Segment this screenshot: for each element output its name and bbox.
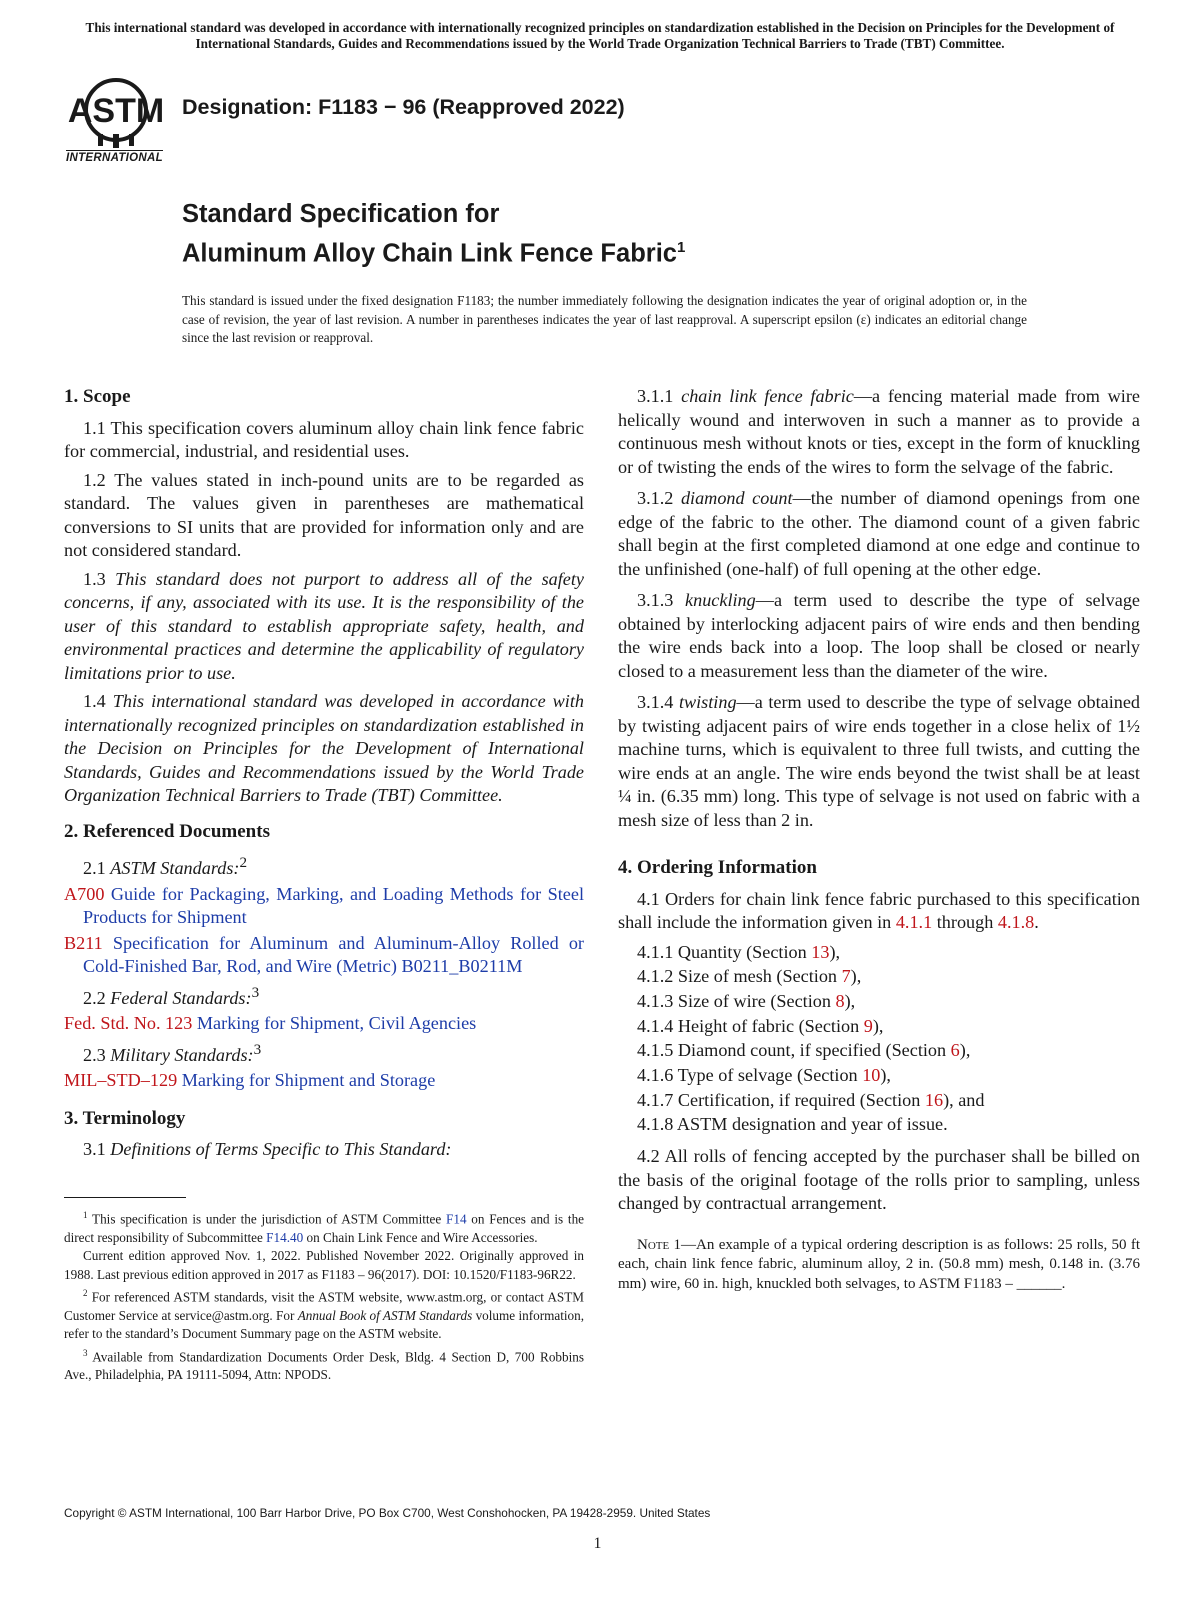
section-link[interactable]: 4.1.8: [997, 912, 1035, 932]
list-item-text: ),: [872, 1015, 884, 1036]
section-4-heading: 4. Ordering Information: [618, 857, 817, 878]
definition-number: 3.1.4: [637, 692, 674, 712]
definition-number: 3.1.2: [637, 488, 674, 508]
list-item: [637, 964, 1140, 989]
definition-term: twisting: [678, 692, 737, 712]
subsection-2-3: [64, 1038, 584, 1068]
definition-number: 3.1.1: [637, 386, 674, 406]
list-item-text: ),: [844, 990, 856, 1011]
right-column: [618, 385, 1140, 1294]
definition-term: diamond count: [680, 488, 793, 508]
paragraph-1-1: 1.1 This specification covers aluminum alloy chain link fence fabric for commercial, industrial, and residential uses.: [64, 417, 584, 461]
designation: Designation: F1183 − 96 (Reapproved 2022): [182, 95, 625, 119]
reference-title-link[interactable]: Guide for Packaging, Marking, and Loading Methods for Steel Products for Shipment: [83, 883, 584, 928]
section-link[interactable]: 8: [835, 990, 845, 1011]
subsection-2-1: [64, 851, 584, 881]
paragraph-text: through: [936, 912, 994, 932]
definition-text: —a fencing material made from wire helically wound and interwoven in such a manner as to provide a continuous mesh without knots or ties, except in the form of knuckling or of twisting the ends of the wires to form the selvage of the fabric.: [618, 386, 1140, 477]
footnote-mark: 3: [83, 1347, 88, 1358]
footnote-mark: 3: [251, 983, 260, 1001]
subsection-title: Definitions of Terms Specific to This Standard:: [110, 1139, 452, 1160]
ordering-list: [618, 940, 1140, 1138]
section-3-heading: 3. Terminology: [64, 1107, 186, 1129]
paragraph-text: This international standard was developed in accordance with internationally recognized principles on standardization established in the Decision on Principles for the Development of International Standards, Guides and Recommendations issued by the World Trade Organization Technical Barriers to Trade (TBT) Committee.: [64, 691, 585, 805]
reference-title-link[interactable]: Marking for Shipment and Storage: [181, 1070, 436, 1091]
list-item: [637, 1063, 1140, 1088]
footnote-edition: Current edition approved Nov. 1, 2022. Published November 2022. Originally approved in 1988. Last previous edition approved in 2017 as F1183 – 96(2017). DOI: 10.1520/F1183-96R22.: [64, 1248, 584, 1282]
reference-b211: [64, 932, 584, 979]
subsection-2-2: [64, 981, 584, 1011]
paragraph-text: This standard does not purport to address all of the safety concerns, if any, associated with its use. It is the responsibility of the user of this standard to establish appropriate safety, health, and environmental practices and determine the applicability of regulatory limitations prior to use.: [64, 568, 584, 683]
footnote-3: [64, 1344, 584, 1385]
footnote-mark: 1: [83, 1210, 88, 1220]
footnote-text: on Chain Link Fence and Wire Accessories.: [306, 1229, 538, 1245]
subsection-number: 2.1: [83, 858, 106, 879]
subcommittee-link[interactable]: F14.40: [266, 1229, 304, 1245]
list-item-text: 4.1.6 Type of selvage (Section: [637, 1065, 863, 1086]
note-1: [618, 1236, 1140, 1295]
reference-a700: [64, 883, 584, 930]
issue-note: This standard is issued under the fixed designation F1183; the number immediately following the designation indicates the year of original adoption or, in the case of revision, the year of last revision. A number in parentheses indicates the year of last reapproval. A superscript epsilon (ε) indicates an editorial change since the last revision or reapproval.: [182, 293, 1027, 345]
section-link[interactable]: 4.1.1: [895, 912, 933, 932]
logo-text: INTERNATIONAL: [66, 152, 163, 164]
list-item-text: 4.1.8 ASTM designation and year of issue.: [637, 1114, 948, 1135]
section-1-heading: 1. Scope: [64, 386, 131, 407]
note-label: Note 1: [637, 1236, 682, 1253]
footnote-text: Available from Standardization Documents Order Desk, Bldg. 4 Section D, 700 Robbins Ave., Philadelphia, PA 19111-5094, Attn: NPODS.: [64, 1349, 584, 1383]
list-item-text: ),: [959, 1040, 971, 1061]
reference-code-link[interactable]: A700: [64, 883, 105, 904]
paragraph-1-4: [64, 690, 584, 808]
definition-number: 3.1.3: [637, 590, 674, 610]
subsection-number: 2.2: [83, 987, 106, 1008]
section-link[interactable]: 13: [811, 941, 830, 962]
paragraph-number: 1.3: [83, 568, 106, 589]
note-text: —An example of a typical ordering description is as follows: 25 rolls, 50 ft each, chain link fence fabric, aluminum alloy, 2 in. (50.8 mm) mesh, 0.148 in. (3.76 mm) wire, 60 in. high, knuckled both selvages, to ASTM F1183 – ______.: [618, 1236, 1141, 1292]
definition-3-1-4: [618, 691, 1140, 832]
definition-text: —the number of diamond openings from one edge of the fabric to the other. The diamond count of a given fabric shall begin at the first completed diamond at one edge and continue to the unfinished (one-half) of full opening at the other edge.: [618, 488, 1140, 579]
paragraph-1-2: 1.2 The values stated in inch-pound units are to be regarded as standard. The values given in parentheses are mathematical conversions to SI units that are provided for information only and are not considered standard.: [64, 469, 584, 560]
footnote-2: [64, 1284, 584, 1344]
section-2-heading: 2. Referenced Documents: [64, 820, 270, 842]
footnote-mark: 2: [83, 1288, 88, 1299]
reference-title-link[interactable]: Marking for Shipment, Civil Agencies: [196, 1013, 477, 1034]
footnote-text: on Fences and is the direct responsibility of Subcommittee: [64, 1211, 585, 1245]
reference-code-link[interactable]: Fed. Std. No. 123: [64, 1013, 193, 1034]
paragraph-1-3: [64, 568, 584, 686]
logo-mark: ASTM: [68, 92, 165, 130]
title-footnote-mark: 1: [676, 239, 686, 256]
footnote-mark: 2: [239, 854, 248, 871]
subsection-title: ASTM Standards:: [110, 858, 240, 879]
list-item-text: 4.1.7 Certification, if required (Section: [637, 1089, 925, 1110]
list-item-text: ),: [880, 1065, 891, 1086]
list-item-text: ), and: [943, 1089, 985, 1110]
title-text: Aluminum Alloy Chain Link Fence Fabric: [182, 239, 677, 268]
list-item: [637, 1038, 1140, 1063]
definition-3-1-1: [618, 385, 1140, 479]
section-link[interactable]: 9: [863, 1015, 873, 1036]
footnote-1: [64, 1206, 584, 1247]
list-item-text: 4.1.2 Size of mesh (Section: [637, 966, 842, 987]
definition-text: —a term used to describe the type of selvage obtained by twisting adjacent pairs of wire ends together in a close helix of 1½ machine turns, which is equivalent to three full twists, and cutting the wire ends at an angle. The wire ends beyond the twist shall be at least ¼ in. (6.35 mm) long. This type of selvage is not used on fabric with a mesh size of less than 2 in.: [618, 692, 1141, 830]
list-item-text: 4.1.1 Quantity (Section: [637, 941, 812, 962]
subsection-number: 2.3: [83, 1044, 106, 1065]
title-line-2: [182, 231, 685, 271]
reference-title-link[interactable]: Specification for Aluminum and Aluminum-Alloy Rolled or Cold-Finished Bar, Rod, and Wire (Metric) B0211_B0211M: [83, 932, 584, 977]
subsection-3-1: [64, 1138, 584, 1162]
definition-term: knuckling: [685, 590, 756, 610]
list-item: [637, 940, 1140, 965]
definition-3-1-2: [618, 487, 1140, 581]
footnote-text: This specification is under the jurisdiction of ASTM Committee: [92, 1211, 442, 1227]
reference-code-link[interactable]: B211: [64, 932, 103, 953]
list-item: [637, 1014, 1140, 1039]
paragraph-text: 4.1 Orders for chain link fence fabric purchased to this specification shall include the information given in: [618, 888, 1140, 932]
footnotes: [64, 1206, 584, 1385]
committee-link[interactable]: F14: [446, 1211, 467, 1227]
title-line-1: Standard Specification for: [182, 200, 500, 228]
top-notice: This international standard was developed in accordance with internationally recognized principles on standardization established in the Decision on Principles for the Development of International Standards, Guides and Recommendations issued by the World Trade Organization Technical Barriers to Trade (TBT) Committee.: [85, 20, 1115, 51]
footnote-mark: 3: [253, 1040, 262, 1058]
list-item: [637, 1112, 1140, 1137]
paragraph-4-2: 4.2 All rolls of fencing accepted by the purchaser shall be billed on the basis of the original footage of the rolls prior to sampling, unless changed by contractual arrangement.: [618, 1146, 1140, 1214]
subsection-title: Federal Standards:: [110, 987, 252, 1008]
footnote-text: For referenced ASTM standards, visit the ASTM website, www.astm.org, or contact ASTM Customer Service at service@astm.org. For: [64, 1289, 584, 1323]
reference-code-link[interactable]: MIL–STD–129: [64, 1070, 178, 1091]
list-item-text: ),: [850, 966, 862, 987]
reference-fed-std: [64, 1012, 584, 1036]
footnote-divider: [64, 1197, 186, 1198]
list-item-text: ),: [829, 941, 841, 962]
reference-mil-std: [64, 1069, 584, 1093]
paragraph-number: 1.4: [83, 691, 106, 711]
definition-term: chain link fence fabric: [681, 386, 854, 406]
definition-text: —a term used to describe the type of selvage obtained by interlocking adjacent pairs of wire ends and then bending the wire ends back into a loop. The loop shall be closed or nearly closed to a measurement less than the diameter of the wire.: [618, 590, 1140, 681]
page-title: [182, 198, 685, 271]
list-item: [637, 1088, 1140, 1113]
list-item: [637, 989, 1140, 1014]
left-column: [64, 385, 584, 1164]
section-link[interactable]: 16: [924, 1089, 944, 1110]
footnote-text: volume information, refer to the standard’s Document Summary page on the ASTM website.: [64, 1307, 585, 1342]
paragraph-4-1: [618, 888, 1140, 935]
paragraph-text: .: [1034, 912, 1039, 932]
list-item-text: 4.1.5 Diamond count, if specified (Section: [637, 1040, 951, 1061]
definition-3-1-3: [618, 589, 1140, 683]
subsection-title: Military Standards:: [110, 1044, 254, 1065]
section-link[interactable]: 7: [841, 966, 851, 987]
page-number: 1: [593, 1535, 602, 1552]
copyright-footer: Copyright © ASTM International, 100 Barr Harbor Drive, PO Box C700, West Conshohocken, PA 19428-2959. United States: [64, 1506, 711, 1520]
section-link[interactable]: 6: [950, 1040, 960, 1061]
footnote-text: Annual Book of ASTM Standards: [297, 1307, 473, 1323]
section-link[interactable]: 10: [862, 1065, 881, 1086]
subsection-number: 3.1: [83, 1139, 106, 1160]
list-item-text: 4.1.3 Size of wire (Section: [637, 990, 836, 1011]
list-item-text: 4.1.4 Height of fabric (Section: [637, 1015, 864, 1036]
